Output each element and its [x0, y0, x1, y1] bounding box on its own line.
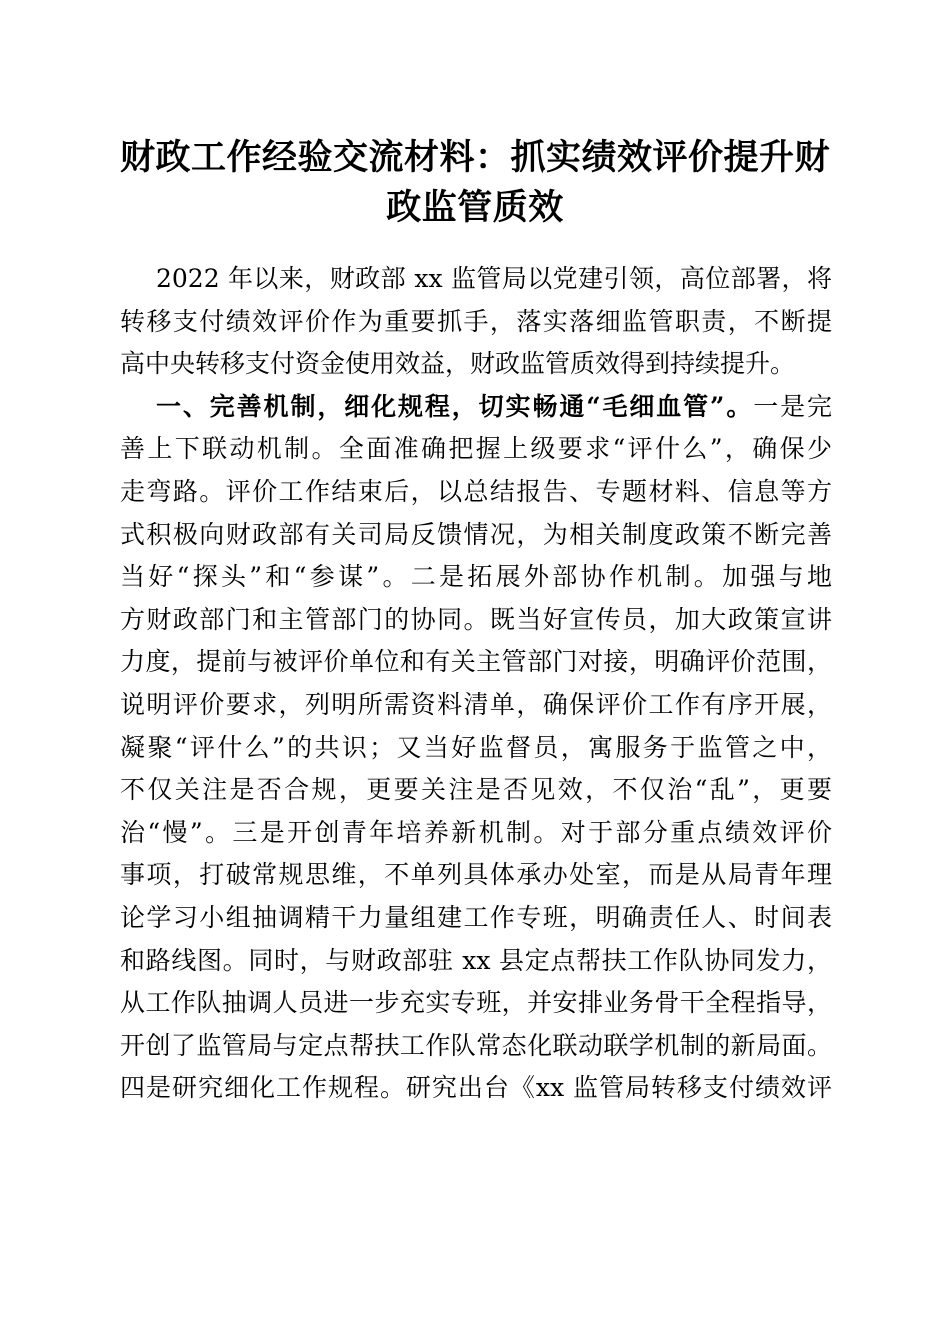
paragraph-line: 和路线图。同时，与财政部驻 xx 县定点帮扶工作队协同发力，: [120, 945, 832, 975]
title-line: 财政工作经验交流材料：抓实绩效评价提升财: [119, 137, 830, 178]
paragraph-line: 转移支付绩效评价作为重要抓手，落实落细监管职责，不断提: [120, 306, 832, 336]
paragraph-line: 治“慢”。三是开创青年培养新机制。对于部分重点绩效评价: [120, 817, 832, 847]
paragraph-line: 式积极向财政部有关司局反馈情况，为相关制度政策不断完善: [120, 519, 832, 549]
paragraph-line: 不仅关注是否合规，更要关注是否见效，不仅治“乱”，更要: [120, 775, 832, 805]
paragraph-line: 当好“探头”和“参谋”。二是拓展外部协作机制。加强与地: [120, 562, 832, 592]
paragraph-line: 2022 年以来，财政部 xx 监管局以党建引领，高位部署，将: [156, 264, 832, 293]
paragraph-line: 论学习小组抽调精干力量组建工作专班，明确责任人、时间表: [120, 902, 832, 932]
paragraph-line: 四是研究细化工作规程。研究出台《xx 监管局转移支付绩效评: [120, 1073, 832, 1103]
paragraph-line: 力度，提前与被评价单位和有关主管部门对接，明确评价范围，: [120, 647, 832, 677]
paragraph-line: 走弯路。评价工作结束后，以总结报告、专题材料、信息等方: [120, 476, 832, 506]
section-1-paragraph: [120, 386, 832, 1110]
intro-paragraph: [120, 258, 832, 386]
paragraph-line: 方财政部门和主管部门的协同。既当好宣传员，加大政策宣讲: [120, 604, 832, 634]
paragraph-line: 开创了监管局与定点帮扶工作队常态化联动联学机制的新局面。: [120, 1030, 832, 1060]
paragraph-line: 事项，打破常规思维，不单列具体承办处室，而是从局青年理: [120, 860, 832, 890]
section-1-heading: 一、完善机制，细化规程，切实畅通“毛细血管”。: [156, 391, 754, 421]
section-1-first-line-rest: 一是完: [753, 391, 832, 421]
paragraph-line: 从工作队抽调人员进一步充实专班，并安排业务骨干全程指导，: [120, 988, 832, 1018]
paragraph-line: 凝聚“评什么”的共识；又当好监督员，寓服务于监管之中，: [120, 732, 832, 762]
paragraph-line: 说明评价要求，列明所需资料清单，确保评价工作有序开展，: [120, 689, 832, 719]
document-body: [120, 258, 832, 1110]
paragraph-line: 善上下联动机制。全面准确把握上级要求“评什么”，确保少: [120, 434, 832, 464]
title-line: 政监管质效: [386, 187, 564, 228]
section-1-first-line: [120, 386, 832, 429]
paragraph-line: 高中央转移支付资金使用效益，财政监管质效得到持续提升。: [120, 349, 796, 379]
document-title: [100, 133, 850, 233]
